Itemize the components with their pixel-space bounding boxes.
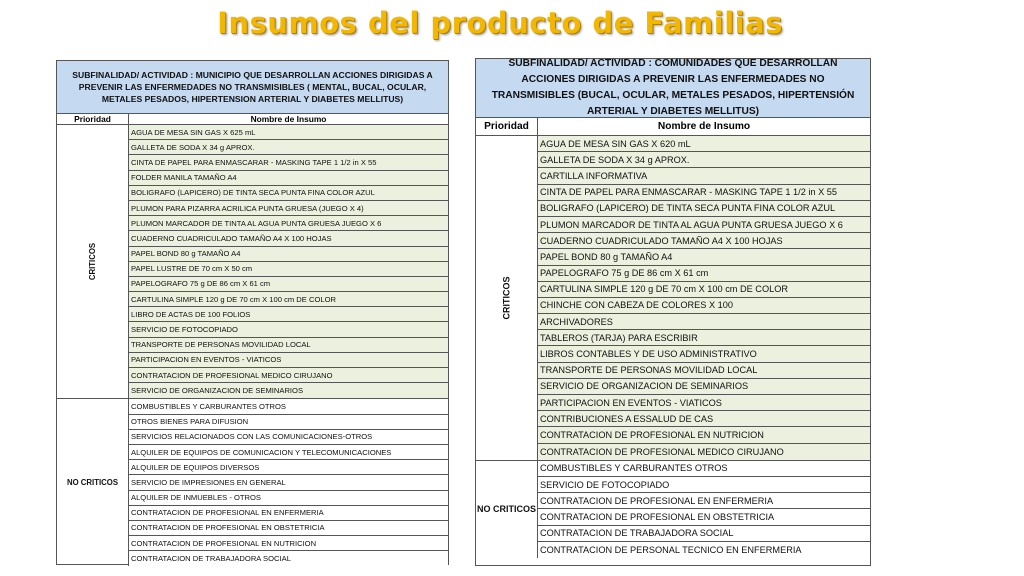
table-row: CONTRATACION DE PROFESIONAL MEDICO CIRUJANO	[538, 444, 870, 460]
noncritical-label: NO CRITICOS	[476, 504, 536, 515]
table-row: CONTRATACION DE TRABAJADORA SOCIAL	[129, 551, 448, 566]
table-row: SERVICIO DE FOTOCOPIADO	[538, 477, 870, 493]
table-row: PLUMON MARCADOR DE TINTA AL AGUA PUNTA GRUESA JUEGO X 6	[538, 217, 870, 233]
table-row: CUADERNO CUADRICULADO TAMAÑO A4 X 100 HOJAS	[538, 233, 870, 249]
critical-rows	[129, 125, 448, 398]
table-row: SERVICIO DE ORGANIZACION DE SEMINARIOS	[538, 379, 870, 395]
table-row: PAPEL BOND 80 g TAMAÑO A4	[129, 247, 448, 262]
table-row: PLUMON PARA PIZARRA ACRILICA PUNTA GRUESA (JUEGO X 4)	[129, 201, 448, 216]
name-column-header: Nombre de Insumo	[657, 121, 751, 132]
noncritical-group	[476, 461, 870, 558]
table-row: COMBUSTIBLES Y CARBURANTES OTROS	[129, 399, 448, 414]
right-table-header: SUBFINALIDAD/ ACTIVIDAD : COMUNIDADES QUE DESARROLLAN ACCIONES DIRIGIDAS A PREVENIR LAS ENFERMEDADES NO TRANSMISIBLES (BUCAL, OCULAR, METALES PESADOS, HIPERTENSIÓN ARTERIAL Y DIABETES MELLITUS)	[476, 59, 870, 118]
critical-label-cell	[57, 125, 129, 398]
table-row: PAPELOGRAFO 75 g DE 86 cm X 61 cm	[129, 277, 448, 292]
table-row: PARTICIPACION EN EVENTOS - VIATICOS	[538, 395, 870, 411]
table-row: TABLEROS (TARJA) PARA ESCRIBIR	[538, 330, 870, 346]
table-row: FOLDER MANILA TAMAÑO A4	[129, 171, 448, 186]
table-row: CONTRIBUCIONES A ESSALUD DE CAS	[538, 411, 870, 427]
table-row: CHINCHE CON CABEZA DE COLORES X 100	[538, 298, 870, 314]
noncritical-label-cell	[57, 399, 129, 566]
critical-label-cell	[476, 136, 538, 460]
table-row: CONTRATACION DE PROFESIONAL EN OBSTETRICIA	[538, 509, 870, 525]
noncritical-label-cell	[476, 461, 538, 558]
table-row: CONTRATACION DE PROFESIONAL EN ENFERMERIA	[538, 493, 870, 509]
table-row: BOLIGRAFO (LAPICERO) DE TINTA SECA PUNTA FINA COLOR AZUL	[538, 201, 870, 217]
critical-group	[57, 125, 448, 399]
table-row: PAPEL BOND 80 g TAMAÑO A4	[538, 249, 870, 265]
table-row: BOLIGRAFO (LAPICERO) DE TINTA SECA PUNTA FINA COLOR AZUL	[129, 186, 448, 201]
table-row: CONTRATACION DE PERSONAL TECNICO EN ENFERMERIA	[538, 542, 870, 558]
critical-label: CRITICOS	[87, 243, 97, 281]
noncritical-rows	[538, 461, 870, 558]
table-row: CONTRATACION DE PROFESIONAL EN NUTRICION	[538, 427, 870, 443]
table-row: GALLETA DE SODA X 34 g APROX.	[129, 140, 448, 155]
noncritical-group	[57, 399, 448, 566]
critical-group	[476, 136, 870, 461]
table-row: PLUMON MARCADOR DE TINTA AL AGUA PUNTA GRUESA JUEGO X 6	[129, 216, 448, 231]
table-row: GALLETA DE SODA X 34 g APROX.	[538, 152, 870, 168]
table-row: CONTRATACION DE PROFESIONAL EN OBSTETRICIA	[129, 521, 448, 536]
page-title: Insumos del producto de Familias	[217, 6, 783, 40]
table-row: PARTICIPACION EN EVENTOS - VIATICOS	[129, 353, 448, 368]
table-row: CONTRATACION DE PROFESIONAL MEDICO CIRUJANO	[129, 368, 448, 383]
table-row: SERVICIO DE ORGANIZACION DE SEMINARIOS	[129, 383, 448, 398]
table-row: CARTILLA INFORMATIVA	[538, 168, 870, 184]
table-row: AGUA DE MESA SIN GAS X 620 mL	[538, 136, 870, 152]
table-row: CARTULINA SIMPLE 120 g DE 70 cm X 100 cm DE COLOR	[538, 282, 870, 298]
table-row: COMBUSTIBLES Y CARBURANTES OTROS	[538, 461, 870, 477]
table-row: ALQUILER DE EQUIPOS DIVERSOS	[129, 460, 448, 475]
priority-column-header: Prioridad	[57, 114, 129, 124]
table-row: SERVICIOS RELACIONADOS CON LAS COMUNICACIONES-OTROS	[129, 430, 448, 445]
table-row: TRANSPORTE DE PERSONAS MOVILIDAD LOCAL	[129, 338, 448, 353]
table-row: TRANSPORTE DE PERSONAS MOVILIDAD LOCAL	[538, 363, 870, 379]
table-row: CONTRATACION DE PROFESIONAL EN ENFERMERIA	[129, 506, 448, 521]
table-row: CARTULINA SIMPLE 120 g DE 70 cm X 100 cm DE COLOR	[129, 292, 448, 307]
left-table-header: SUBFINALIDAD/ ACTIVIDAD : MUNICIPIO QUE DESARROLLAN ACCIONES DIRIGIDAS A PREVENIR LAS ENFERMEDADES NO TRANSMISIBLES ( MENTAL, BUCAL, OCULAR, METALES PESADOS, HIPERTENSION ARTERIAL Y DIABETES MELLITUS)	[57, 61, 448, 114]
table-row: ALQUILER DE INMUEBLES - OTROS	[129, 491, 448, 506]
table-row: CONTRATACION DE PROFESIONAL EN NUTRICION	[129, 536, 448, 551]
noncritical-label: NO CRITICOS	[66, 478, 119, 488]
table-row: SERVICIO DE IMPRESIONES EN GENERAL	[129, 475, 448, 490]
left-table	[56, 60, 449, 565]
table-row: PAPEL LUSTRE DE 70 cm X 50 cm	[129, 262, 448, 277]
table-row: OTROS BIENES PARA DIFUSION	[129, 415, 448, 430]
left-column-headers	[57, 114, 448, 125]
table-row: AGUA DE MESA SIN GAS X 625 mL	[129, 125, 448, 140]
noncritical-rows	[129, 399, 448, 566]
name-column-header: Nombre de Insumo	[250, 114, 327, 124]
table-row: ARCHIVADORES	[538, 314, 870, 330]
table-row: CONTRATACION DE TRABAJADORA SOCIAL	[538, 526, 870, 542]
critical-label: CRITICOS	[501, 276, 512, 320]
table-row: SERVICIO DE FOTOCOPIADO	[129, 322, 448, 337]
priority-column-header: Prioridad	[476, 118, 538, 135]
table-row: PAPELOGRAFO 75 g DE 86 cm X 61 cm	[538, 266, 870, 282]
table-row: CUADERNO CUADRICULADO TAMAÑO A4 X 100 HOJAS	[129, 231, 448, 246]
table-row: LIBROS CONTABLES Y DE USO ADMINISTRATIVO	[538, 346, 870, 362]
right-table	[475, 58, 871, 566]
critical-rows	[538, 136, 870, 460]
table-row: CINTA DE PAPEL PARA ENMASCARAR - MASKING TAPE 1 1/2 in X 55	[129, 155, 448, 170]
table-row: CINTA DE PAPEL PARA ENMASCARAR - MASKING TAPE 1 1/2 in X 55	[538, 185, 870, 201]
table-row: LIBRO DE ACTAS DE 100 FOLIOS	[129, 307, 448, 322]
table-row: ALQUILER DE EQUIPOS DE COMUNICACION Y TELECOMUNICACIONES	[129, 445, 448, 460]
right-column-headers	[476, 118, 870, 136]
